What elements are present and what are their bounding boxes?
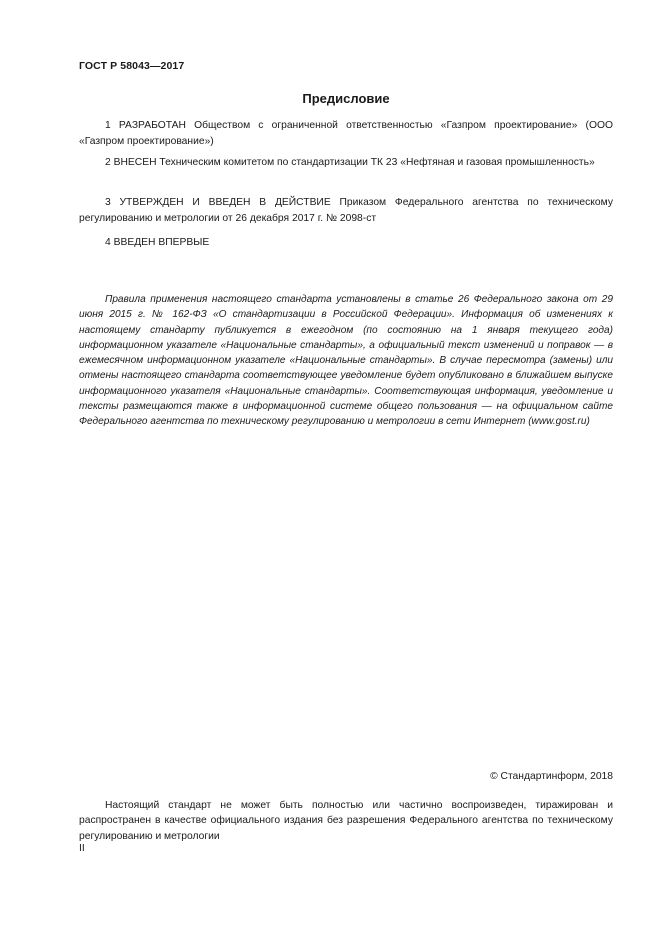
application-rules-note: Правила применения настоящего стандарта установлены в статье 26 Федерального закона от 29 июня 2015 г. № 162-ФЗ «О стандартизации в Российской Федерации». Информация об изменениях к настоящему стандарту публикуется в ежегодном (по состоянию на 1 января текущего года) информационном указателе «Национальные стандарты», а официальный текст изменений и поправок — в ежемесячном информационном указателе «Национальные стандарты». В случае пересмотра (замены) или отмены настоящего стандарта соответствующее уведомление будет опубликовано в ближайшем выпуске информационного указателя «Национальные стандарты». Соответствующая информация, уведомление и тексты размещаются также в информационной системе общего пользования — на официальном сайте Федерального агентства по техническому регулированию и метрологии в сети Интернет (www.gost.ru) (79, 294, 613, 428)
foreword-item-submitted: 2 ВНЕСЕН Техническим комитетом по стандартизации ТК 23 «Нефтяная и газовая промышленность» (105, 157, 595, 168)
reproduction-notice: Настоящий стандарт не может быть полностью или частично воспроизведен, тиражирован и распространен в качестве официального издания без разрешения Федерального агентства по техническому регулированию и метрологии (79, 800, 613, 842)
document-code: ГОСТ Р 58043—2017 (79, 60, 185, 72)
foreword-item-introduced: 4 ВВЕДЕН ВПЕРВЫЕ (105, 237, 210, 248)
copyright-notice: © Стандартинформ, 2018 (490, 771, 613, 782)
page-number: II (79, 843, 85, 854)
foreword-item-developed: 1 РАЗРАБОТАН Обществом с ограниченной ответственностью «Газпром проектирование» (ООО «Газпром проектирование») (79, 120, 613, 147)
foreword-item-approved: 3 УТВЕРЖДЕН И ВВЕДЕН В ДЕЙСТВИЕ Приказом Федерального агентства по техническому регулированию и метрологии от 26 декабря 2017 г. № 2098-ст (79, 197, 613, 224)
section-title: Предисловие (302, 91, 390, 106)
